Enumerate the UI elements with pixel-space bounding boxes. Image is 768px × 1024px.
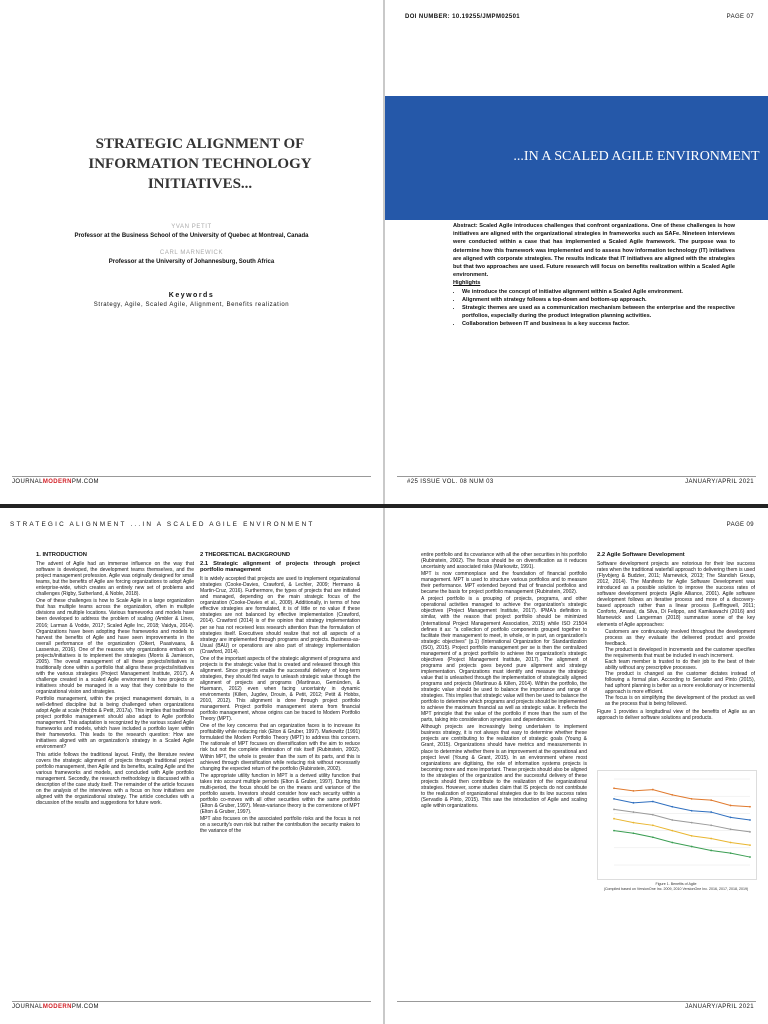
data-point <box>613 809 615 811</box>
article-title: STRATEGIC ALIGNMENT OF INFORMATION TECHNOLOGY INITIATIVES... <box>88 136 312 192</box>
footer-suffix: PM.COM <box>71 479 99 485</box>
series-line-3 <box>614 809 750 831</box>
data-point <box>671 794 673 796</box>
data-point <box>613 798 615 800</box>
spread-page-09 <box>0 508 768 1024</box>
running-head: STRATEGIC ALIGNMENT ...IN A SCALED AGILE ENVIRONMENT <box>10 521 315 528</box>
keywords-list: Strategy, Agile, Scaled Agile, Alignment, Benefits realization <box>93 302 290 308</box>
footer-prefix: JOURNAL <box>12 479 43 485</box>
data-point <box>730 852 732 854</box>
keywords-block <box>0 292 383 308</box>
paragraph: Portfolio management, within the project management domain, is a well-defined discipline but is being challenged when organizations adopt Agile at scale (Hobbs & Petit, 2017a). This implies that traditional project portfolio management should also adapt to Agile portfolio management. This adaptation is recognized by the various scaled Agile frameworks and models, which have included a portfolio layer within their frameworks. This leads to the research question: How are initiatives aligned with an organization's strategy in a Scaled Agile environment? <box>36 696 194 751</box>
list-item: • Each team member is trusted to do their job to the best of their ability without any prescriptive processes. <box>605 659 755 671</box>
subsection-heading: 2.1 Strategic alignment of projects through project portfolio management <box>200 561 360 574</box>
data-point <box>633 802 635 804</box>
paragraph: A project portfolio is a grouping of projects, programs, and other operational activities managed to achieve the organization's strategic objectives (Project Management Institute, 2017). IPMA's definition is similar, with the reason that project portfolio should be minimized (International Project Management Association, 2015) while ISO 21504 defines it as: "a collection of portfolio components grouped together to facilitate their management to meet, in whole, or in part, an organization's strategic objectives" (p.1) (International Organization for Standardization (ISO), 2015). Project portfolio management per se is then the centralized management of a project portfolio to achieve the organization's strategic objectives (Project Management Institute, 2017). The alignment of programs and projects goes beyond pure alignment and strategy implementation. Organizations must identify and measure the strategic value that is unleashed through the implementation of strategically aligned programs and projects (Martinsuo & Killen, 2014). Within the portfolio, the strategic value should be used to balance the importance and range of strategies. This implies that strategic value will then be used to balance the portfolio to determine which programs and projects should be implemented to achieve the maximum financial as well as strategic value. It reflects the MPT principle that the value of the portfolio if more than the sum of the parts, taking into consideration synergies and dependencies. <box>421 596 587 724</box>
list-item: • Customers are continuously involved throughout the development process as they evaluate the delivered product and provide feedback. <box>605 629 755 647</box>
data-point <box>691 822 693 824</box>
author-block-2 <box>0 250 383 265</box>
title-banner <box>385 96 768 220</box>
data-point <box>710 799 712 801</box>
highlight-item: • Alignment with strategy follows a top-down and bottom-up approach. <box>462 296 735 304</box>
footer-issue: #25 ISSUE VOL. 08 NUM 03 <box>407 479 494 485</box>
data-point <box>652 836 654 838</box>
text-column-3 <box>421 552 587 992</box>
footer-journal-link[interactable] <box>12 1004 99 1010</box>
series-line-4 <box>614 819 750 845</box>
text-column-4 <box>597 552 755 766</box>
page-number: PAGE 09 <box>726 522 754 528</box>
data-point <box>730 805 732 807</box>
paragraph: This article follows the traditional layout. Firstly, the literature review covers the strategic alignment of projects through traditional project portfolio management, then Agile and its benefits, scaling Agile and the various frameworks and models, and concluded with Agile portfolio management. Secondly, the research methodology is discussed with a description of the case study itself. The remainder of the article focuses on the analysis of the interviews with a focus on how initiatives are aligned with the organizational strategy. The article concludes with a discussion of the results and suggestions for future work. <box>36 751 194 806</box>
data-point <box>691 846 693 848</box>
paragraph: MPT also focuses on the associated portfolio risks and the focus is not on a security's own risk but rather the contribution the security makes to the variance of the <box>200 815 360 835</box>
author-name: CARL MARNEWICK <box>159 250 224 256</box>
data-point <box>613 818 615 820</box>
data-point <box>691 810 693 812</box>
paragraph: One of these challenges is how to Scale Agile in a large organization that has multiple teams across the organization, often in multiple divisions and multiple locations. Various frameworks and models have been developed to address the problem of scaling (Ambler & Lines, 2016; Larman & Vodde, 2017; Scaled Agile Inc, 2018; Vaidya, 2014). Organizations have been adopting these frameworks and models to harvest the benefits of Agile and have seen improvements in the overall performance of the organization (Dikert, Paasivaara, & Lassenius, 2016). One of the reasons why organizations embark on projects/initiatives is to implement the strategies (Morris & Jamieson, 2005). The overall management of all these projects/initiatives is traditionally done within a portfolio that aligns these projects/initiatives with the various strategies (Project Management Institute, 2017). A challenge created in a scaled Agile environment is how projects or initiatives should be managed in a way that they contribute to the organizational vision and strategies. <box>36 598 194 696</box>
paragraph: It is widely accepted that projects are used to implement organizational strategies (Cooke-Davies, Crawford, & Lechler, 2009; Hermano & Martin-Cruz, 2016). Furthermore, the types of projects that are initiated and managed, depending on the main strategic focus of the organization (Cooke-Davies et al., 2009). Additionally, in terms of how effective strategies are formulated, it is of little or no value if these strategies are not balanced by effective implementation (Crawford, 2014). Crawford (2014) is of the opinion that strategy implementation per se has not received less research attention than the formulation of strategies itself. Executives should realize that not all aspects of a strategy are implemented through programs and projects. Business-as-Usual (BAU) or operations are also part of strategy implementation (Crawford, 2014). <box>200 576 360 655</box>
data-point <box>671 806 673 808</box>
paragraph: One of the important aspects of the strategic alignment of programs and projects is the strategic value that is created and released through this alignment. Since projects enable the successful delivery of long-term strategies, they should find ways to unleash strategic value through the alignment of projects and programs (Martinsuo, Gemünden, & Huemann, 2012) even when facing uncertainty in dynamic environments (Killen, Jugdev, Drouin, & Petit, 2012; Petit & Hobbs, 2010, 2012). This alignment is done through project portfolio management. Project portfolio management stems from financial portfolio management, whose origins can be traced to Modern Portfolio Theory (MPT). <box>200 655 360 723</box>
author-block-1 <box>0 224 383 239</box>
page-07 <box>385 0 768 504</box>
data-point <box>730 828 732 830</box>
series-line-1 <box>614 788 750 807</box>
abstract-text: Abstract: Scaled Agile introduces challenges that confront organizations. One of these challenges is how initiatives are aligned with the organizational strategies in frameworks such as SAFe. Nineteen interviews were conducted within a case that has implemented a Scaled Agile framework. The purpose was to determine how this framework was implemented and to assess how information technology (IT) initiatives are aligned with corporate strategies. The results indicate that IT initiatives are aligned with the strategies but that two approaches are used. Future research will focus on benefits realization within a Scaled Agile environment. <box>453 223 735 279</box>
paragraph: Figure 1 provides a longitudinal view of the benefits of Agile as an approach to deliver software solutions and products. <box>597 709 755 722</box>
footer-rule <box>397 476 756 477</box>
paragraph: MPT is now commonplace and the foundation of financial portfolio management. MPT is used to structure various portfolios and to measure their performance. MPT extended beyond that of financial portfolios and became the basis for project portfolio management (Rubinstein, 2002). <box>421 571 587 596</box>
data-point <box>749 856 751 858</box>
paragraph: One of the key concerns that an organization faces is to increase its profitability while reducing risk (Elton & Gruber, 1997). Markowitz (1991) formulated the Modern Portfolio Theory (MPT) to address this concern. The rationale of MPT focuses on diversification with the aim to reduce risk but not the complete elimination of risk itself (Rubinstein, 2002). Within MPT, the whole is greater than the sum of its parts, and this is achieved through diversification while reducing risk without necessarily changing the expected return of the portfolio (Rubinstein, 2002). <box>200 723 360 772</box>
author-affiliation: Professor at the Business School of the University of Quebec at Montreal, Canada <box>74 233 309 239</box>
data-point <box>749 806 751 808</box>
footer-rule <box>12 1001 371 1002</box>
agile-elements-list <box>597 629 755 708</box>
text-column-1 <box>36 552 194 972</box>
figure-caption <box>597 882 755 892</box>
highlight-item: • Collaboration between IT and business is a key success factor. <box>462 320 735 328</box>
data-point <box>730 842 732 844</box>
footer-brand: MODERN <box>42 479 72 485</box>
author-name: YVAN PETIT <box>171 224 212 230</box>
paragraph: Software development projects are notorious for their low success rates when the traditional waterfall approach to delivering them is used (Flyvbjerg & Budzier, 2011; Marnewick, 2013; The Standish Group, 2012, 2014). The Manifesto for Agile Software Development was introduced as a possible solution to improve the success rates of software development projects (Agile Alliance, 2001). Agile software development follows an iterative process and more of a discovery-based approach rather than a linear process (Leffingwell, 2011; Conforto, Amaral, da Silva, Di Felippo, and Kamikawachi (2016) and Marnewick and Langerman (2018) summarise some of the key elements of Agile approaches: <box>597 561 755 628</box>
section-heading: 2.2 Agile Software Development <box>597 552 685 558</box>
highlights-label: Highlights <box>453 280 481 287</box>
data-point <box>633 822 635 824</box>
footer-suffix: PM.COM <box>71 1004 99 1010</box>
section-heading: 2 THEORETICAL BACKGROUND <box>200 552 291 558</box>
data-point <box>652 789 654 791</box>
list-item: • The product is developed in increments and the customer specifies the requirements that must be included in each increment. <box>605 647 755 659</box>
data-point <box>613 830 615 832</box>
section-heading: 1. INTRODUCTION <box>36 552 87 558</box>
author-affiliation: Professor at the University of Johannesburg, South Africa <box>108 259 275 265</box>
data-point <box>691 835 693 837</box>
data-point <box>671 819 673 821</box>
page-08 <box>0 508 383 1024</box>
series-line-2 <box>614 799 750 820</box>
data-point <box>710 824 712 826</box>
data-point <box>730 816 732 818</box>
page-number: PAGE 07 <box>726 14 754 20</box>
data-point <box>671 830 673 832</box>
data-point <box>710 811 712 813</box>
data-point <box>652 801 654 803</box>
series-line-5 <box>614 831 750 857</box>
footer-date: JANUARY/APRIL 2021 <box>685 1004 754 1010</box>
footer-journal-link[interactable] <box>12 479 99 485</box>
text-column-2 <box>200 552 360 984</box>
page-09 <box>385 508 768 1024</box>
highlight-item: • Strategic themes are used as a communication mechanism between the enterprise and the respective portfolios, especially during the product integration planning activities. <box>462 304 735 320</box>
abstract <box>453 222 735 329</box>
data-point <box>691 798 693 800</box>
doi-number: DOI NUMBER: 10.19255/JMPM02501 <box>405 14 521 20</box>
paragraph: The advent of Agile had an immense influence on the way that software is developed, the development teams themselves, and the project management profession. Agile was originally designed for small teams, but the benefits of Agile are forcing organizations to adopt Agile enterprise-wide, which creates an entirely new set of problems and challenges (Rigby, Sutherland, & Noble, 2018). <box>36 561 194 598</box>
page-06 <box>0 0 383 504</box>
data-point <box>652 814 654 816</box>
highlight-item: • We introduce the concept of initiative alignment within a Scaled Agile environment. <box>462 288 735 296</box>
data-point <box>749 844 751 846</box>
list-item: • The product is changed as the customer dictates instead of following a formal plan. According to Serrador and Pinto (2015), had upfront planning is better as a more evolutionary or incremental approach is more efficient. <box>605 671 755 695</box>
paragraph: The appropriate utility function in MPT is a derived utility function that takes into account multiple periods (Elton & Gruber, 1997). During this multi-period, the focus should be on the means and variance of the portfolio assets. Investors should consider how each security within a portfolio co-moves with all other securities within the same portfolio (Elton & Gruber, 1997). Mean-variance theory is the cornerstone of MPT (Elton & Gruber, 1997). <box>200 772 360 815</box>
paragraph: entire portfolio and its covariance with all the other securities in his portfolio (Rubinstein, 2002). The focus should be on diversification as it reduces uncertainty and associated risks (Markowitz, 1991). <box>421 552 587 571</box>
benefits-line-chart <box>598 771 756 879</box>
data-point <box>633 832 635 834</box>
footer-rule <box>12 476 371 477</box>
data-point <box>633 811 635 813</box>
footer-date: JANUARY/APRIL 2021 <box>685 479 754 485</box>
figure-1-chart <box>597 770 757 880</box>
footer-brand: MODERN <box>42 1004 72 1010</box>
data-point <box>613 787 615 789</box>
data-point <box>749 819 751 821</box>
caption-source: (Compiled based on VersionOne Inc. 2009, 2010 VersionOne Inc. 2016, 2017, 2018, 2019) <box>603 887 749 891</box>
data-point <box>710 838 712 840</box>
article-title-continued: ...IN A SCALED AGILE ENVIRONMENT <box>513 149 760 164</box>
footer-rule <box>397 1001 756 1002</box>
paragraph: Although projects are increasingly being undertaken to implement business strategy, it is not always that easy to determine whether these projects are contributing to the realization of strategic goals (Young & Grant, 2015). Organizations should have metrics and measurements in place to determine whether there is an improvement at the operational and project level (Young & Grant, 2015). In an environment where most organizations are digitising, the role of information systems projects is becoming more and more important. These projects should also be aligned to the strategies of the organization and the successful delivery of these projects should then contribute to the realization of the organizational strategies. However, some studies claim that IS projects do not contribute to the realization of organizational strategies due to its low success rates (Servadio & Pinto, 2015). This saw the introduction of Agile and scaling agile within organizations. <box>421 724 587 809</box>
highlights-list <box>453 288 735 329</box>
data-point <box>652 824 654 826</box>
keywords-label: Keywords <box>168 292 215 299</box>
data-point <box>749 831 751 833</box>
footer-prefix: JOURNAL <box>12 1004 43 1010</box>
data-point <box>671 842 673 844</box>
caption-title: Figure 1. Benefits of Agile <box>655 882 697 886</box>
list-item: • The focus is on simplifying the development of the product as well as the process that is being followed. <box>605 695 755 707</box>
data-point <box>710 850 712 852</box>
data-point <box>633 790 635 792</box>
spread-page-07 <box>0 0 768 504</box>
